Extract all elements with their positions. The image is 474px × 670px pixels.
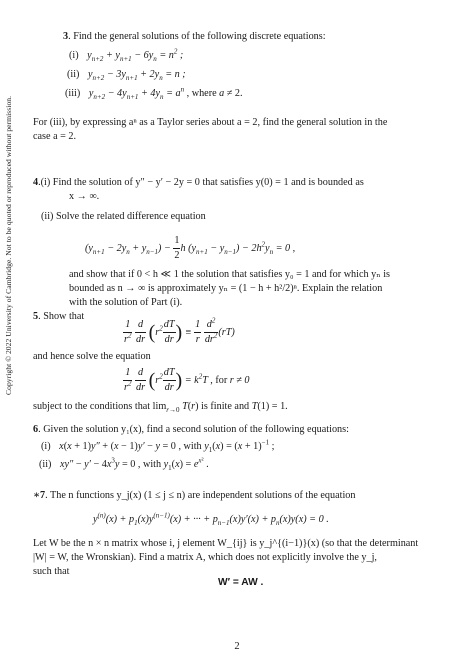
- question-7-intro: ∗7. The n functions y_j(x) (1 ≤ j ≤ n) are independent solutions of the equation: [33, 490, 356, 501]
- question-5-conditions: subject to the conditions that $\lim_{r\to 0} T(r)$ is finite and T(1) = 1.: [33, 401, 288, 415]
- question-4-part-ii-line-2: and show that if 0 < h ≪ 1 the solution that satisfies y₀ = 1 and for which yₙ is: [69, 269, 390, 280]
- matrix-equation: W′ = AW .: [218, 577, 264, 588]
- question-4-part-i-line-2: x → ∞.: [69, 191, 100, 202]
- question-5-middle: and hence solve the equation: [33, 351, 151, 362]
- question-3-note-line-1: For (iii), by expressing aⁿ as a Taylor series about a = 2, find the general solution in the: [33, 117, 388, 128]
- ode-equation: $y^{(n)}(x) + p_1(x)y^{(n-1)}(x)$ + ··· + $p_{n-1}(x)y'(x) + p_n(x)y(x) = 0$ .: [93, 511, 329, 528]
- question-number: 6: [33, 424, 39, 435]
- differential-equation: $\frac{1}{r^2}$ $\frac{d}{dr}$ ($r^2$ $\frac{dT}{dr}$ ) = $k^2T$ , for r ≠ 0: [124, 367, 250, 393]
- question-4-part-i-line-1: 4.(i) Find the solution of y″ − y′ − 2y = 0 that satisfies y(0) = 1 and is bounded as: [33, 177, 364, 188]
- question-4-part-ii-line-3: bounded as n → ∞ is approximately yₙ = (1 − h + h²/2)ⁿ. Explain the relation: [69, 283, 383, 294]
- difference-equation: $(y_{n+1} - 2y_n + y_{n-1})$ − $\frac{1}{2}$ h $(y_{n+1} - y_{n-1}) - 2h^2y_n = 0$ ,: [85, 235, 296, 261]
- equation-text: $y_{n+2} - 3y_{n+1} + 2y_n = n$ ;: [88, 69, 186, 83]
- question-3-note-line-2: case a = 2.: [33, 131, 77, 142]
- question-3-part-iii: (iii) $y_{n+2} - 4y_{n+1} + 4y_n = a^n$ , where a ≠ 2.: [65, 85, 243, 102]
- question-4-part-ii-line-4: with the solution of Part (i).: [69, 297, 183, 308]
- question-7-line-2: |W| = W, the Wronskian). Find a matrix A, which does not explicitly involve the y_j,: [33, 552, 377, 563]
- question-6-part-ii: (ii) $xy'' - y' - 4x^3y = 0$ , with $y_1(x) = e^{x^2}$ .: [39, 456, 209, 473]
- question-4-part-ii-line-1: (ii) Solve the related difference equation: [41, 211, 206, 222]
- identity-equation: $\frac{1}{r^2}$ $\frac{d}{dr}$ ($r^2$ $\frac{dT}{dr}$ ) ≡ $\frac{1}{r}$ $\frac{d^2}{dr^2}$ (rT): [124, 316, 235, 345]
- question-number: 3: [63, 31, 69, 42]
- question-5-intro: 5. Show that: [33, 311, 85, 322]
- question-3-part-i: (i) $y_{n+2} + y_{n+1} - 6y_n = n^2$ ;: [69, 47, 184, 64]
- question-3-part-ii: (ii) $y_{n+2} - 3y_{n+1} + 2y_n = n$ ;: [67, 69, 186, 83]
- page-number: 2: [234, 641, 240, 652]
- document-page: Copyright © 2022 University of Cambridge. Not to be quoted or reproduced without permission. 3. Find the general solutions of the following discrete equations: (i) $y_{n+2} + y_{n+1} - 6y_n = n^2$ ; (ii) $y_{n+2} - 3y_{n+1} + 2y_n = n$ ; (iii) $y_{n+2} - 4y_{n+1} + 4y_n = a^n$ , where a ≠ 2. For (iii), by expressing aⁿ as a Taylor series about a = 2, find the general solution in the case a = 2. 4.(i) Find the solution of y″ − y′ − 2y = 0 that satisfies y(0) = 1 and is bounded as x → ∞. (ii) Solve the related difference equation $(y_{n+1} - 2y_n + y_{n-1})$ − $\frac{1}{2}$ h $(y_{n+1} - y_{n-1}) - 2h^2y_n = 0$ , and show that if 0 < h ≪ 1 the solution that satisfies y₀ = 1 and for which yₙ is bounded as n → ∞ is approximately yₙ = (1 − h + h²/2)ⁿ. Explain the relation with the solution of Part (i). 5. Show that $\frac{1}{r^2}$ $\frac{d}{dr}$ ($r^2$ $\frac{dT}{dr}$ ) ≡ $\frac{1}{r}$ $\frac{d^2}{dr^2}$ (rT) and hence solve the equation $\frac{1}{r^2}$ $\frac{d}{dr}$ ($r^2$ $\frac{dT}{dr}$ ) = $k^2T$ , for r ≠ 0 subject to the conditions that $\lim_{r\to 0} T(r)$ is finite and T(1) = 1. 6. Given the solution y₁(x), find a second solution of the following equations: (i) x(x + 1)y″ + (x − 1)y′ − y = 0 , with $y_1(x) = (x + 1)^{-1}$ ; (ii) $xy'' - y' - 4x^3y = 0$ , with $y_1(x) = e^{x^2}$ . ∗7. The n functions y_j(x) (1 ≤ j ≤ n) are independent solutions of the equation $y^{(n)}(x) + p_1(x)y^{(n-1)}(x)$ + ··· + $p_{n-1}(x)y'(x) + p_n(x)y(x) = 0$ . Let W be the n × n matrix whose i, j element W_{ij} is y_j^{(i−1)}(x) (so that the determinant |W| = W, the Wronskian). Find a matrix A, which does not explicitly involve the y_j, such that W′ = AW . 2: [0, 0, 474, 670]
- question-number: 5: [33, 311, 39, 322]
- equation-text: $y_{n+2} - 4y_{n+1} + 4y_n = a^n$ , where a ≠ 2.: [88, 85, 243, 102]
- question-6-intro: 6. Given the solution y₁(x), find a second solution of the following equations:: [33, 424, 349, 435]
- question-6-part-i: (i) x(x + 1)y″ + (x − 1)y′ − y = 0 , with $y_1(x) = (x + 1)^{-1}$ ;: [41, 438, 275, 455]
- question-3-intro: 3. Find the general solutions of the following discrete equations:: [63, 31, 326, 42]
- equation-text: $y_{n+2} + y_{n+1} - 6y_n = n^2$ ;: [87, 47, 184, 64]
- question-number: ∗7: [33, 490, 46, 501]
- question-7-line-3: such that: [33, 566, 70, 577]
- question-number: 4: [33, 177, 39, 188]
- question-7-line-1: Let W be the n × n matrix whose i, j element W_{ij} is y_j^{(i−1)}(x) (so that the determinant: [33, 538, 419, 549]
